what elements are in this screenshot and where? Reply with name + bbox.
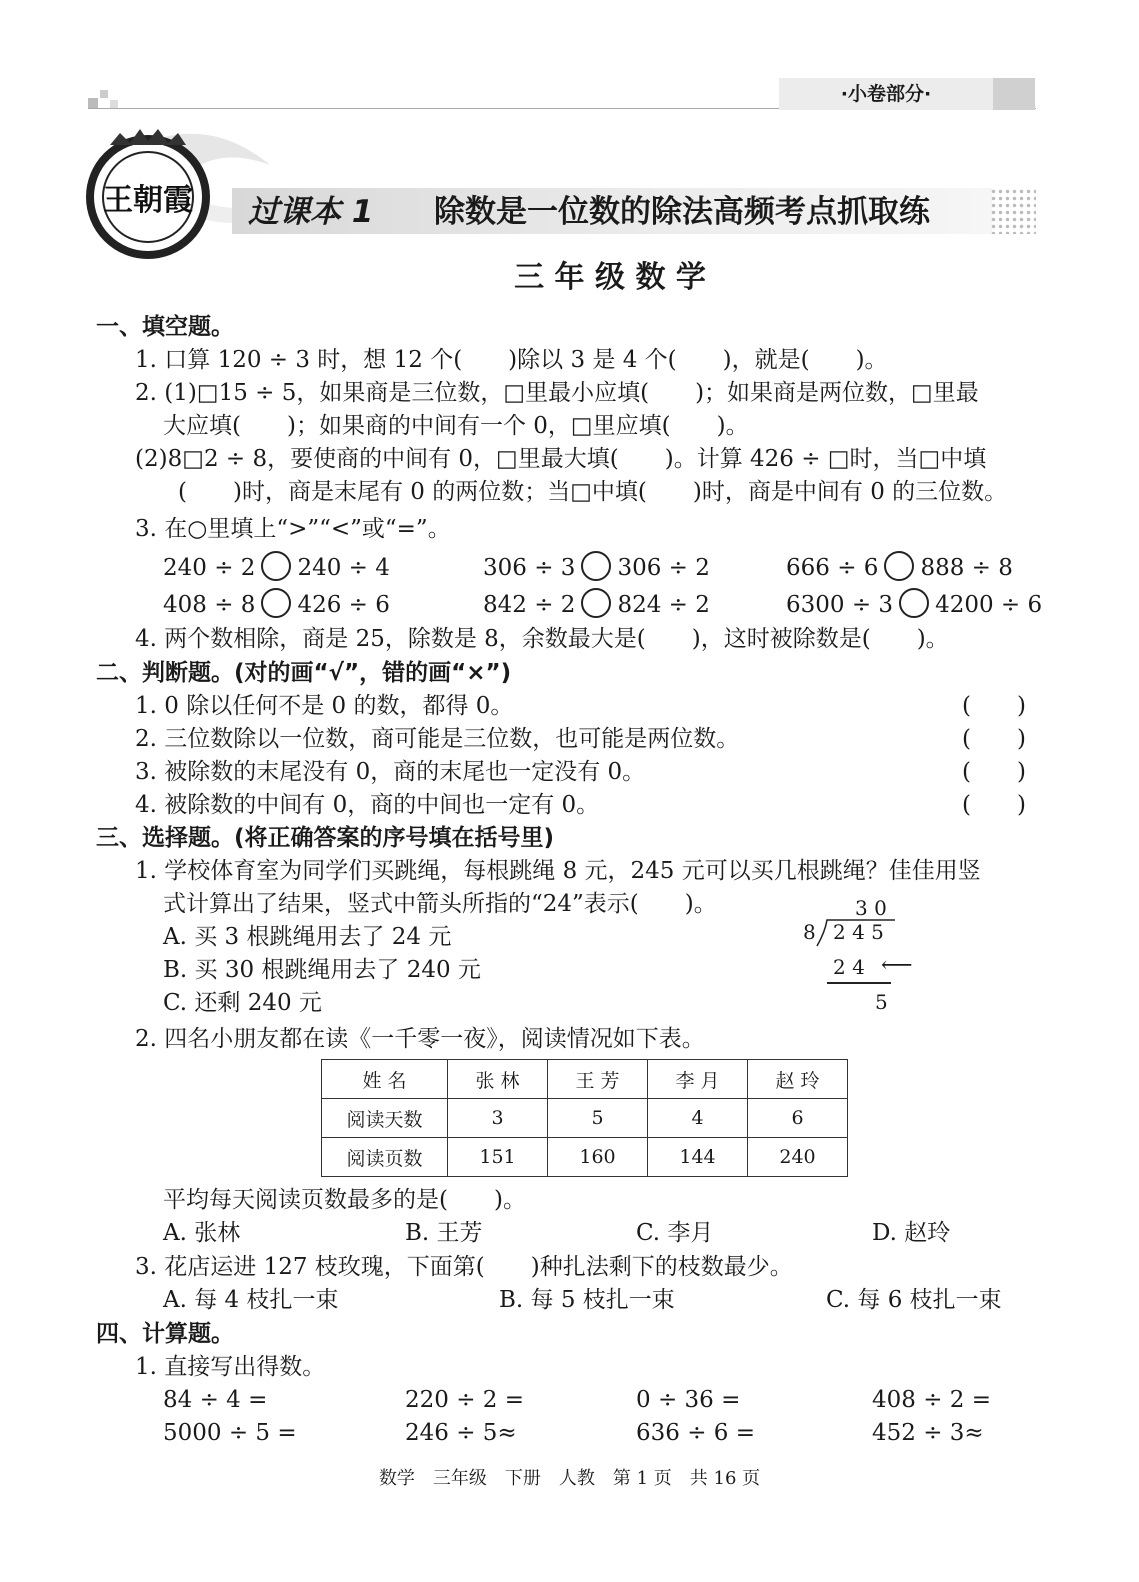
- long-division: [795, 896, 925, 1016]
- calc-item: 220 ÷ 2 =: [405, 1387, 525, 1413]
- table-cell: 阅读页数: [322, 1138, 448, 1177]
- s3-q2: 2. 四名小朋友都在读《一千零一夜》，阅读情况如下表。: [135, 1026, 705, 1052]
- s1-q2d: ( )时，商是末尾有 0 的两位数；当□中填( )时，商是中间有 0 的三位数。: [178, 479, 1008, 505]
- calc-item: 0 ÷ 36 =: [636, 1387, 741, 1413]
- judge-item: 4. 被除数的中间有 0，商的中间也一定有 0。: [135, 792, 600, 818]
- option-b: B. 买 30 根跳绳用去了 240 元: [163, 957, 481, 983]
- s1-q3: 3. 在○里填上“>”“<”或“=”。: [135, 516, 451, 542]
- section-4-title: 四、计算题。: [96, 1321, 234, 1347]
- arrow-left-icon: ⟵: [881, 953, 913, 978]
- table-cell: 5: [548, 1099, 648, 1138]
- ld-dividend: 2 4 5: [833, 920, 884, 944]
- compare-item: 6300 ÷ 3 4200 ÷ 6: [786, 588, 1042, 620]
- judge-item: 2. 三位数除以一位数，商可能是三位数，也可能是两位数。: [135, 726, 740, 752]
- ld-quotient: 3 0: [855, 896, 887, 920]
- s1-q2c: (2)8□2 ÷ 8，要使商的中间有 0，□里最大填( )。计算 426 ÷ □时，当□中填: [135, 446, 987, 472]
- calc-item: 5000 ÷ 5 =: [163, 1420, 297, 1446]
- calc-item: 408 ÷ 2 =: [872, 1387, 992, 1413]
- table-cell: 3: [448, 1099, 548, 1138]
- table-header-cell: 赵 玲: [748, 1060, 848, 1099]
- judge-answer-paren[interactable]: ( ): [962, 759, 1026, 785]
- option-a: A. 张林: [163, 1220, 241, 1246]
- option-a: A. 买 3 根跳绳用去了 24 元: [163, 924, 452, 950]
- ld-product: 2 4: [833, 955, 865, 979]
- table-cell: 阅读天数: [322, 1099, 448, 1138]
- compare-circle[interactable]: [581, 551, 611, 581]
- s4-q1: 1. 直接写出得数。: [135, 1354, 326, 1380]
- option-c: C. 李月: [636, 1220, 714, 1246]
- table-cell: 240: [748, 1138, 848, 1177]
- logo-text: 王朝霞: [103, 183, 193, 218]
- judge-item: 1. 0 除以任何不是 0 的数，都得 0。: [135, 693, 514, 719]
- compare-circle[interactable]: [884, 551, 914, 581]
- page-footer: 数学 三年级 下册 人教 第 1 页 共 16 页: [378, 1468, 761, 1489]
- option-b: B. 王芳: [405, 1220, 483, 1246]
- judge-answer-paren[interactable]: ( ): [962, 693, 1026, 719]
- table-header-cell: 王 芳: [548, 1060, 648, 1099]
- s1-q4: 4. 两个数相除，商是 25，除数是 8，余数最大是( )，这时被除数是( )。: [135, 626, 949, 652]
- lesson-title: 除数是一位数的除法高频考点抓取练: [434, 194, 930, 230]
- table-cell: 151: [448, 1138, 548, 1177]
- compare-circle[interactable]: [581, 588, 611, 618]
- section-3-title: 三、选择题。(将正确答案的序号填在括号里): [96, 825, 555, 851]
- compare-circle[interactable]: [261, 588, 291, 618]
- calc-item: 246 ÷ 5≈: [405, 1420, 517, 1446]
- option-c: C. 还剩 240 元: [163, 990, 322, 1016]
- section-1-title: 一、填空题。: [96, 314, 234, 340]
- ld-rule: [827, 982, 891, 984]
- compare-item: 240 ÷ 2 240 ÷ 4: [163, 551, 390, 583]
- subject-title: 三 年 级 数 学: [514, 260, 706, 295]
- corner-tag: ·小卷部分·: [779, 78, 1035, 110]
- lesson-number: 过课本 1: [248, 194, 374, 230]
- ld-remainder: 5: [875, 990, 888, 1014]
- section-2-title: 二、判断题。(对的画“√”，错的画“×”): [96, 660, 512, 686]
- option-a: A. 每 4 枝扎一束: [163, 1287, 339, 1313]
- s3-q3: 3. 花店运进 127 枝玫瑰，下面第( )种扎法剩下的枝数最少。: [135, 1254, 793, 1280]
- compare-item: 408 ÷ 8 426 ÷ 6: [163, 588, 390, 620]
- calc-item: 84 ÷ 4 =: [163, 1387, 268, 1413]
- compare-item: 306 ÷ 3 306 ÷ 2: [483, 551, 710, 583]
- s3-q2b: 平均每天阅读页数最多的是( )。: [163, 1187, 526, 1213]
- s1-q2b: 大应填( )；如果商的中间有一个 0，□里应填( )。: [163, 413, 749, 439]
- compare-item: 666 ÷ 6 888 ÷ 8: [786, 551, 1013, 583]
- title-dots: [990, 188, 1036, 234]
- table-cell: 144: [648, 1138, 748, 1177]
- compare-circle[interactable]: [899, 588, 929, 618]
- table-header-row: [322, 1060, 848, 1099]
- table-row: [322, 1099, 848, 1138]
- table-cell: 4: [648, 1099, 748, 1138]
- option-b: B. 每 5 枝扎一束: [499, 1287, 675, 1313]
- table-header-cell: 李 月: [648, 1060, 748, 1099]
- ld-divisor: 8: [803, 920, 816, 944]
- s1-q2a: 2. (1)□15 ÷ 5，如果商是三位数，□里最小应填( )；如果商是两位数，□里最: [135, 380, 979, 406]
- table-cell: 6: [748, 1099, 848, 1138]
- calc-item: 452 ÷ 3≈: [872, 1420, 984, 1446]
- table-header-cell: 姓 名: [322, 1060, 448, 1099]
- reading-table: [321, 1059, 848, 1177]
- option-c: C. 每 6 枝扎一束: [826, 1287, 1002, 1313]
- option-d: D. 赵玲: [872, 1220, 951, 1246]
- judge-answer-paren[interactable]: ( ): [962, 726, 1026, 752]
- judge-answer-paren[interactable]: ( ): [962, 792, 1026, 818]
- s1-q1: 1. 口算 120 ÷ 3 时，想 12 个( )除以 3 是 4 个( )，就是( )。: [135, 347, 888, 373]
- judge-item: 3. 被除数的末尾没有 0，商的末尾也一定没有 0。: [135, 759, 646, 785]
- s3-q1b: 式计算出了结果，竖式中箭头所指的“24”表示( )。: [163, 891, 717, 917]
- table-row: [322, 1138, 848, 1177]
- compare-circle[interactable]: [261, 551, 291, 581]
- table-cell: 160: [548, 1138, 648, 1177]
- table-header-cell: 张 林: [448, 1060, 548, 1099]
- compare-item: 842 ÷ 2 824 ÷ 2: [483, 588, 710, 620]
- calc-item: 636 ÷ 6 =: [636, 1420, 756, 1446]
- s3-q1a: 1. 学校体育室为同学们买跳绳，每根跳绳 8 元，245 元可以买几根跳绳？佳佳用竖: [135, 858, 981, 884]
